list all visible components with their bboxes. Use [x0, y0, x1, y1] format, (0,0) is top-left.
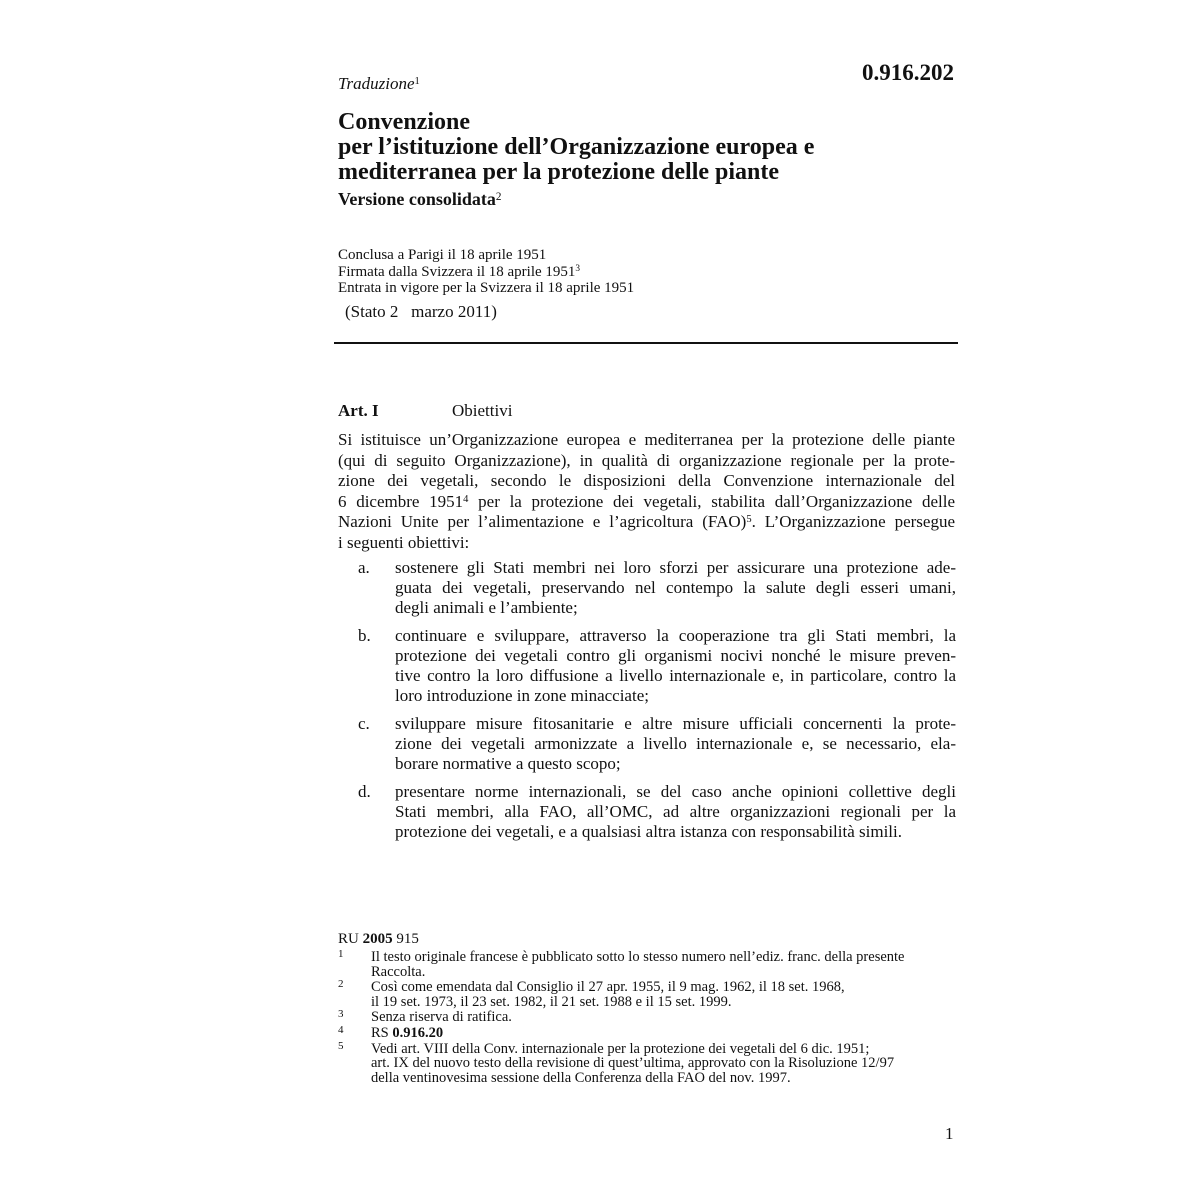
- footnote-ref-5[interactable]: 5: [746, 514, 752, 526]
- footnote: [338, 1023, 958, 1041]
- item-line: loro introduzione in zone minacciate;: [395, 686, 649, 705]
- item-text: [395, 714, 956, 774]
- status-date: (Stato 2 marzo 2011): [345, 302, 497, 321]
- footnote-number: 2: [338, 978, 344, 991]
- item-line: continuare e sviluppare, attraverso la cooperazione tra gli Stati membri, la: [395, 626, 956, 645]
- document-metadata: [338, 247, 634, 297]
- footnote-ref-4[interactable]: 4: [463, 493, 469, 505]
- footnote-line: della ventinovesima sessione della Conferenza della FAO del nov. 1997.: [371, 1069, 791, 1086]
- intro-line: zione dei vegetali, secondo le disposizioni della Convenzione internazionale del: [338, 471, 955, 490]
- intro-line: (qui di seguito Organizzazione), in qualità di organizzazione regionale per la prote-: [338, 450, 955, 470]
- document-subtitle: [338, 189, 501, 210]
- objectives-list: [338, 558, 956, 850]
- official-collection-ref: [338, 931, 419, 948]
- item-letter: a.: [358, 558, 370, 577]
- item-line: protezione dei vegetali, e a qualsiasi altra istanza con responsabilità simili.: [395, 822, 902, 841]
- intro-line-part: . L’Organizzazione persegue: [751, 512, 955, 531]
- title-line-3: mediterranea per la protezione delle piante: [338, 159, 780, 185]
- footnote: [338, 980, 958, 1009]
- footnote-ref-1[interactable]: 1: [414, 76, 420, 88]
- footnote-line: Senza riserva di ratifica.: [371, 1009, 512, 1026]
- header-divider: [334, 342, 958, 344]
- title-line-1: Convenzione: [338, 109, 470, 135]
- translation-text: Traduzione: [338, 74, 415, 93]
- signed-date: [338, 264, 634, 281]
- intro-line: i seguenti obiettivi:: [338, 532, 470, 552]
- article-heading: [338, 401, 512, 421]
- footnote-number: 3: [338, 1008, 344, 1021]
- footnote-text: [371, 950, 958, 979]
- footnote-prefix: RS: [371, 1024, 389, 1041]
- footnote-text: [371, 1026, 958, 1041]
- intro-line-part: 6 dicembre 1951: [338, 491, 464, 511]
- intro-line: Si istituisce un’Organizzazione europea e mediterranea per la protezione delle piante: [338, 430, 955, 449]
- footnote-line: Così come emendata dal Consiglio il 27 apr. 1955, il 9 mag. 1962, il 18 set. 1968,: [371, 979, 845, 996]
- sr-number: 0.916.202: [862, 60, 954, 85]
- signed-date-text: Firmata dalla Svizzera il 18 aprile 1951: [338, 263, 576, 280]
- item-letter: c.: [358, 714, 370, 733]
- list-item: [338, 782, 956, 842]
- translation-label: [338, 74, 420, 94]
- item-text: [395, 782, 956, 842]
- footnote-text: [371, 1010, 958, 1025]
- intro-line: [338, 492, 955, 513]
- list-item: [338, 626, 956, 706]
- page-number: 1: [945, 1124, 954, 1143]
- item-line: Stati membri, alla FAO, all’OMC, ad altre organizzazioni regionali per la: [395, 802, 956, 821]
- list-item: [338, 714, 956, 774]
- footnote-line: Il testo originale francese è pubblicato sotto lo stesso numero nell’ediz. franc. della presente: [371, 949, 905, 965]
- concluded-date: Conclusa a Parigi il 18 aprile 1951: [338, 247, 547, 263]
- ru-year: 2005: [362, 931, 393, 947]
- item-line: borare normative a questo scopo;: [395, 754, 621, 773]
- article-intro: [338, 430, 955, 553]
- footnote-line: Vedi art. VIII della Conv. internazionale per la protezione dei vegetali del 6 dic. 1951;: [371, 1040, 870, 1057]
- item-line: tive contro la loro diffusione a livello internazionale e, in particolare, contro la: [395, 666, 956, 685]
- ru-prefix: RU: [338, 931, 359, 947]
- article-number: Art. I: [338, 401, 379, 420]
- footnote-number: 5: [338, 1039, 344, 1052]
- item-line: zione dei vegetali armonizzate a livello internazionale e, se necessario, ela-: [395, 734, 956, 753]
- item-line: sostenere gli Stati membri nei loro sforzi per assicurare una protezione ade-: [395, 558, 956, 577]
- intro-line: [338, 512, 955, 533]
- item-line: presentare norme internazionali, se del caso anche opinioni collettive degli: [395, 782, 956, 801]
- ru-page: 915: [396, 931, 419, 947]
- footnote: [338, 1039, 958, 1086]
- title-line-2: per l’istituzione dell’Organizzazione europea e: [338, 134, 815, 160]
- item-text: [395, 626, 956, 706]
- in-force-date: Entrata in vigore per la Svizzera il 18 aprile 1951: [338, 280, 635, 296]
- item-line: sviluppare misure fitosanitarie e altre misure ufficiali concernenti la prote-: [395, 714, 956, 733]
- footnote-line: Raccolta.: [371, 963, 426, 980]
- item-letter: d.: [358, 782, 371, 801]
- subtitle-text: Versione consolidata: [338, 189, 496, 209]
- footnote-number: 1: [338, 948, 344, 960]
- footnote-number: 4: [338, 1023, 344, 1036]
- article-title: Obiettivi: [452, 401, 513, 420]
- footnote-line: art. IX del nuovo testo della revisione di quest’ultima, approvato con la Risoluzione 12/97: [371, 1055, 895, 1072]
- footnote-text: [371, 980, 958, 1009]
- footnote-line: il 19 set. 1973, il 23 set. 1982, il 21 set. 1988 e il 15 set. 1999.: [371, 993, 732, 1010]
- intro-line-part: per la protezione dei vegetali, stabilita dall’Organizzazione delle: [478, 491, 956, 511]
- item-line: protezione dei vegetali contro gli organismi nocivi nonché le misure preven-: [395, 646, 956, 665]
- footnote: [338, 1010, 958, 1025]
- footnote-ref-3[interactable]: 3: [575, 264, 581, 275]
- footnote-sr-link[interactable]: 0.916.20: [392, 1024, 444, 1041]
- list-item: [338, 558, 956, 618]
- item-letter: b.: [358, 626, 371, 645]
- intro-line-part: Nazioni Unite per l’alimentazione e l’agricoltura (FAO): [338, 512, 747, 531]
- footnote-ref-2[interactable]: 2: [495, 190, 502, 203]
- footnote-text: [371, 1042, 958, 1086]
- footnote: [338, 950, 958, 979]
- item-line: degli animali e l’ambiente;: [395, 598, 578, 617]
- footnotes: [338, 950, 958, 1086]
- item-line: guata dei vegetali, preservando nel contempo la salute degli esseri umani,: [395, 578, 956, 597]
- document-title: [338, 110, 958, 185]
- footnote-line: [371, 1026, 958, 1041]
- item-text: [395, 558, 956, 618]
